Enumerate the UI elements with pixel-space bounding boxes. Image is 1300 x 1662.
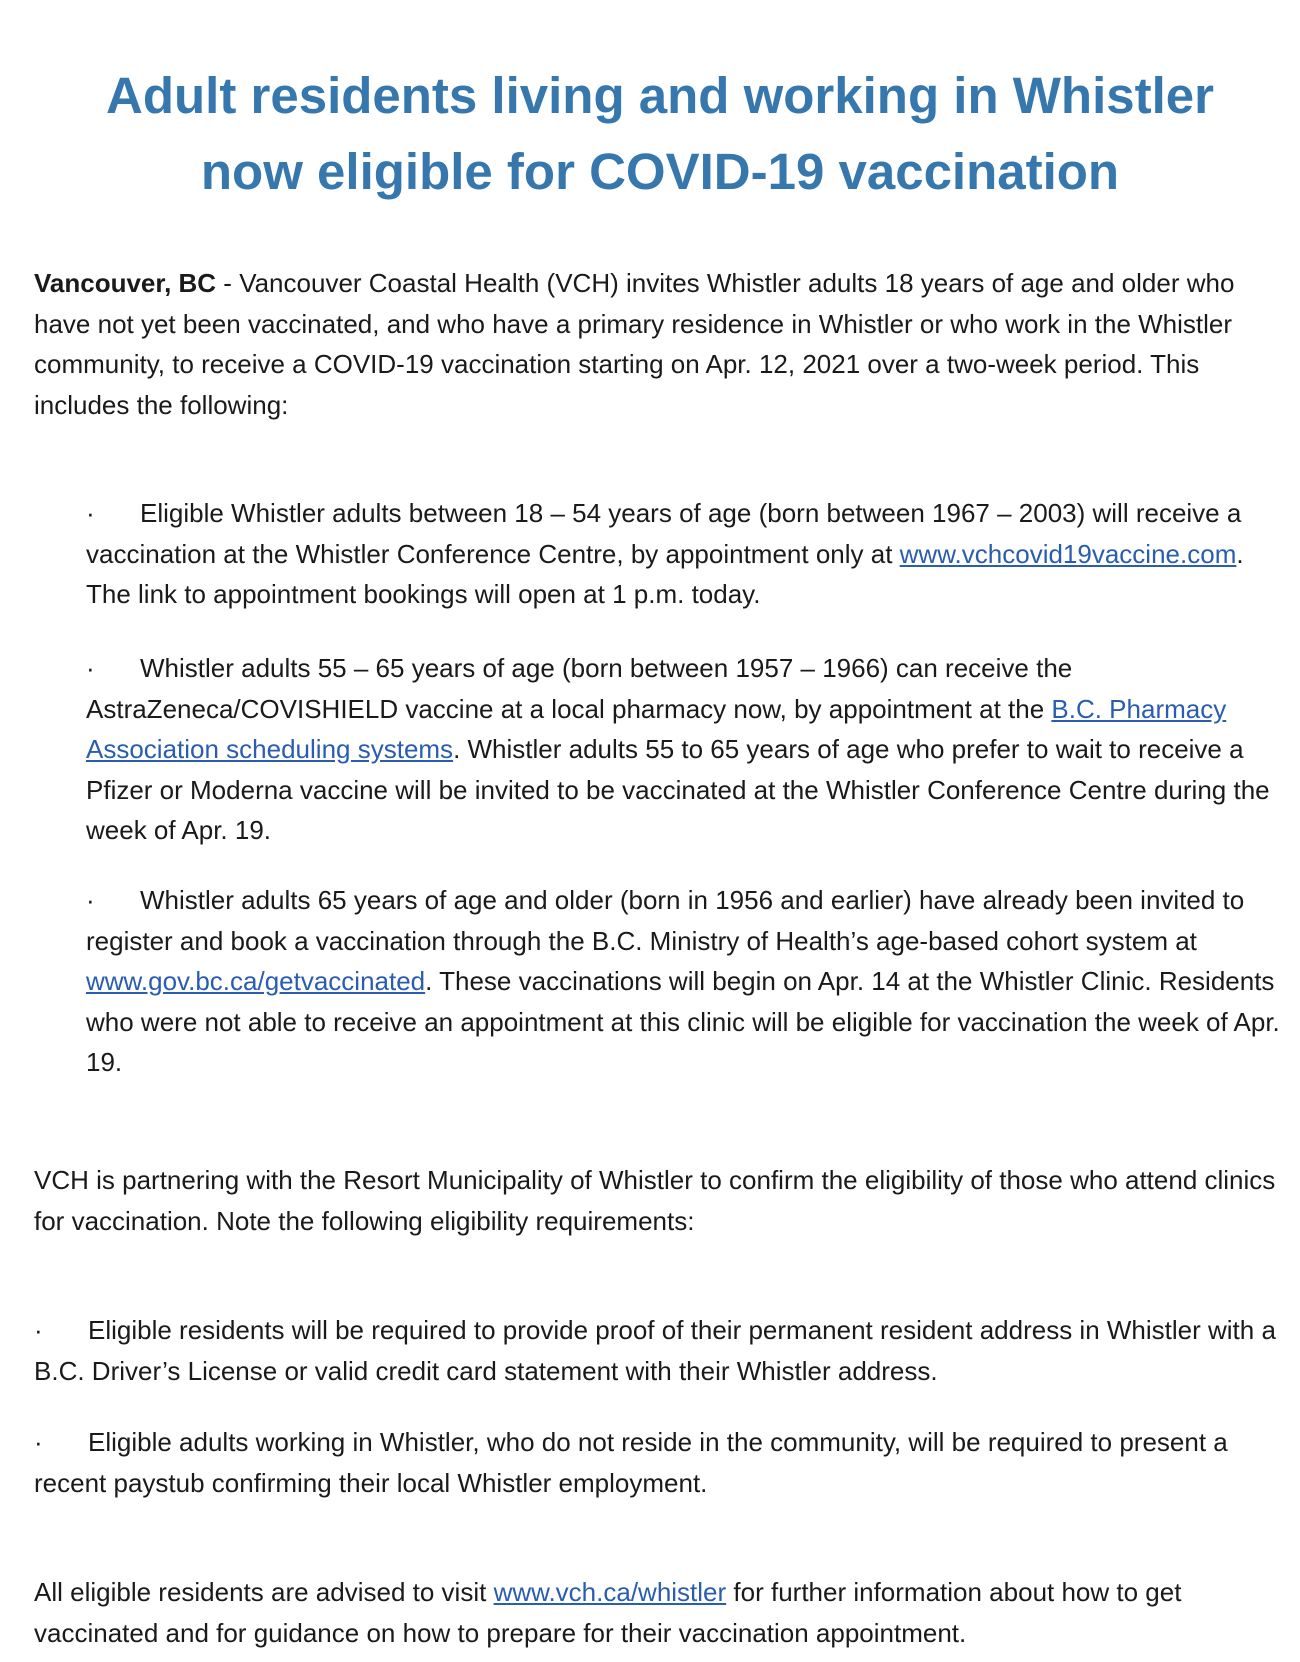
bullet-dot-icon: · <box>86 653 95 683</box>
bullet-text-after: . These vaccinations will begin on Apr. 14 at the Whistler Clinic. Residents who were not able to receive an appointment at this clinic will be eligible for vaccination the week of Apr. 19. <box>86 966 1280 1077</box>
closing-text-after: for further information about how to get vaccinated and for guidance on how to prepare for their vaccination appointment. <box>34 1577 1182 1648</box>
bullet-text-before: Whistler adults 55 – 65 years of age (born between 1957 – 1966) can receive the AstraZeneca/COVISHIELD vaccine at a local pharmacy now, by appointment at the <box>86 653 1073 724</box>
eligibility-bullet-55-65 <box>86 648 1286 851</box>
requirement-text: Eligible adults working in Whistler, who do not reside in the community, will be required to present a recent paystub confirming their local Whistler employment. <box>34 1427 1228 1498</box>
eligibility-bullet-18-54 <box>86 493 1286 615</box>
vchcovid19vaccine-link[interactable]: www.vchcovid19vaccine.com <box>899 538 1237 569</box>
getvaccinated-link[interactable]: www.gov.bc.ca/getvaccinated <box>86 966 426 996</box>
dateline-separator: - <box>216 268 240 298</box>
page-title-line-1: Adult residents living and working in Whistler <box>106 67 1214 124</box>
bullet-dot-icon: · <box>34 1427 43 1457</box>
partner-paragraph: VCH is partnering with the Resort Municipality of Whistler to confirm the eligibility of those who attend clinics for vaccination. Note the following eligibility requirements: <box>34 1165 1276 1236</box>
requirement-bullet-residents <box>34 1310 1284 1391</box>
eligibility-bullet-65-plus <box>86 880 1286 1083</box>
bullet-text-after: . Whistler adults 55 to 65 years of age who prefer to wait to receive a Pfizer or Moderna vaccine will be invited to be vaccinated at the Whistler Conference Centre during the week of Apr. 19. <box>86 734 1270 845</box>
page-title <box>40 58 1280 210</box>
dateline: Vancouver, BC <box>34 268 217 298</box>
bullet-dot-icon: · <box>86 885 95 915</box>
closing-paragraph <box>34 1572 1284 1653</box>
bullet-dot-icon: · <box>86 498 95 528</box>
bullet-text-before: Whistler adults 65 years of age and older (born in 1956 and earlier) have already been invited to register and book a vaccination through the B.C. Ministry of Health’s age-based cohort system at <box>86 885 1245 956</box>
requirement-text: Eligible residents will be required to provide proof of their permanent resident address in Whistler with a B.C. Driver’s License or valid credit card statement with their Whistler address. <box>34 1315 1276 1386</box>
requirement-bullet-workers <box>34 1422 1284 1503</box>
lede-text: Vancouver Coastal Health (VCH) invites Whistler adults 18 years of age and older who have not yet been vaccinated, and who have a primary residence in Whistler or who work in the Whistler community, to receive a COVID-19 vaccination starting on Apr. 12, 2021 over a two-week period. This includes the following: <box>34 268 1235 420</box>
page-title-line-2: now eligible for COVID-19 vaccination <box>200 143 1120 200</box>
bc-pharmacy-association-link[interactable]: B.C. Pharmacy Association scheduling systems <box>86 693 1227 764</box>
closing-text-before: All eligible residents are advised to visit <box>34 1577 494 1607</box>
vch-whistler-link[interactable]: www.vch.ca/whistler <box>493 1577 727 1607</box>
lede-paragraph <box>34 263 1284 425</box>
bullet-dot-icon: · <box>34 1315 43 1345</box>
bullet-text-before: Eligible Whistler adults between 18 – 54 years of age (born between 1967 – 2003) will receive a vaccination at the Whistler Conference Centre, by appointment only at <box>86 498 1242 569</box>
bullet-text-after: . The link to appointment bookings will open at 1 p.m. today. <box>86 538 1244 609</box>
